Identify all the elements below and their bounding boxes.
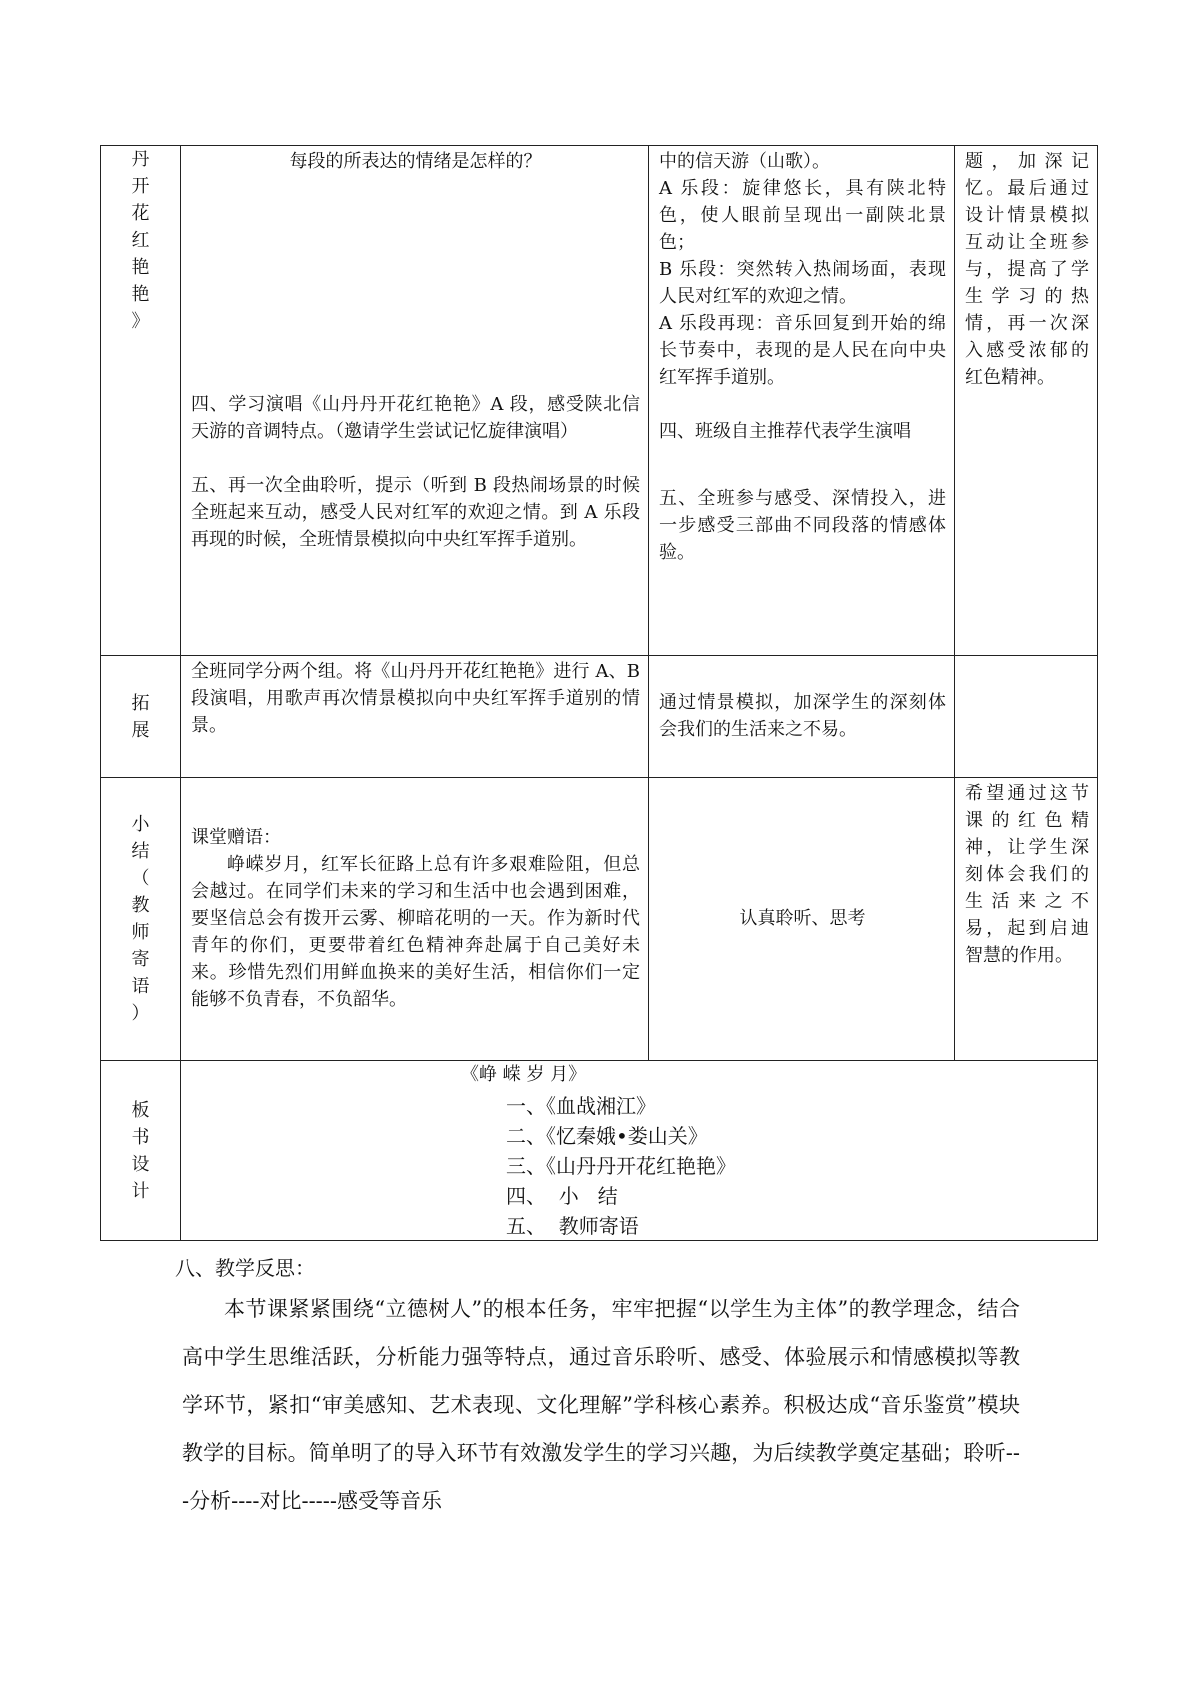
row-label-extension: 拓 展	[101, 656, 181, 778]
table-row-board-design	[101, 1061, 1098, 1241]
table-row-summary	[101, 778, 1098, 1061]
board-item: 五、 教师寄语	[506, 1214, 639, 1238]
row-label-summary: 小 结 （ 教 师 寄 语 ）	[101, 778, 181, 1061]
extension-student: 通过情景模拟，加深学生的深刻体会我们的生活来之不易。	[649, 656, 955, 778]
a-reprise-desc: A 乐段再现：音乐回复到开始的绵长节奏中，表现的是人民在向中央红军挥手道别。	[659, 313, 946, 388]
closing-words-text: 峥嵘岁月，红军长征路上总有许多艰难险阻，但总会越过。在同学们未来的学习和生活中也会遇到困难，要坚信总会有拨开云雾、柳暗花明的一天。作为新时代青年的你们，更要带着红色精神奔赴属于自己美好未来。珍惜先烈们用鲜血换来的美好生活，相信你们一定能够不负青春，不负韶华。	[191, 853, 640, 1010]
table-row-song-section	[101, 146, 1098, 656]
emotion-question: 每段的所表达的情绪是怎样的？	[289, 151, 542, 172]
b-section-desc: B 乐段：突然转入热闹场面，表现人民对红军的欢迎之情。	[659, 259, 946, 307]
board-item: 二、《忆秦娥•娄山关》	[506, 1124, 708, 1148]
summary-intent: 希望通过这节课的红色精神，让学生深刻体会我们的生活来之不易，起到启迪智慧的作用。	[955, 778, 1098, 1061]
xintianyou-line: 中的信天游（山歌）。	[659, 151, 830, 172]
board-design-cell	[181, 1061, 1098, 1241]
step5-listening: 五、再一次全曲聆听，提示（听到 B 段热闹场景的时候全班起来互动，感受人民对红军的欢迎之情。到 A 乐段再现的时候，全班情景模拟向中央红军挥手道别。	[191, 475, 640, 550]
design-intent-cell: 题，加深记忆。最后通过设计情景模拟互动让全班参与，提高了学生学习的热情，再一次深入感受浓郁的红色精神。	[955, 146, 1098, 656]
board-item: 三、《山丹丹开花红艳艳》	[506, 1154, 736, 1178]
extension-activity: 全班同学分两个组。将《山丹丹开花红艳艳》进行 A、B 段演唱，用歌声再次情景模拟向中央红军挥手道别的情景。	[181, 656, 649, 778]
board-title: 《峥 嵘 岁 月》	[461, 1064, 587, 1085]
reflection-heading: 八、教学反思：	[175, 1256, 315, 1280]
reflection-body	[182, 1285, 1020, 1525]
student-activity-cell	[649, 146, 955, 656]
row-label-board: 板 书 设 计	[101, 1061, 181, 1241]
extension-intent	[955, 656, 1098, 778]
summary-student: 认真聆听、思考	[649, 778, 955, 1061]
board-item: 一、《血战湘江》	[506, 1094, 656, 1118]
reflection-paragraph: 本节课紧紧围绕“立德树人”的根本任务，牢牢把握“以学生为主体”的教学理念，结合高中学生思维活跃，分析能力强等特点，通过音乐聆听、感受、体验展示和情感模拟等教学环节，紧扣“审美感知、艺术表现、文化理解”学科核心素养。积极达成“音乐鉴赏”模块教学的目标。简单明了的导入环节有效激发学生的学习兴趣，为后续教学奠定基础；聆听---分析----对比-----感受等音乐	[182, 1297, 1020, 1513]
a-section-desc: A 乐段：旋律悠长，具有陕北特色，使人眼前呈现出一副陕北景色；	[659, 178, 946, 253]
step4-singing: 四、学习演唱《山丹丹开花红艳艳》A 段，感受陕北信天游的音调特点。（邀请学生尝试记忆旋律演唱）	[191, 394, 640, 442]
closing-words-title: 课堂赠语：	[191, 826, 281, 848]
table-row-extension	[101, 656, 1098, 778]
student-step5: 五、全班参与感受、深情投入，进一步感受三部曲不同段落的情感体验。	[659, 488, 946, 563]
lesson-plan-table	[100, 145, 1098, 1241]
student-step4: 四、班级自主推荐代表学生演唱	[659, 421, 911, 442]
board-item: 四、 小 结	[506, 1184, 618, 1208]
closing-words-cell	[181, 778, 649, 1061]
teacher-activity-cell	[181, 146, 649, 656]
row-label-song: 丹 开 花 红 艳 艳 》	[101, 146, 181, 656]
